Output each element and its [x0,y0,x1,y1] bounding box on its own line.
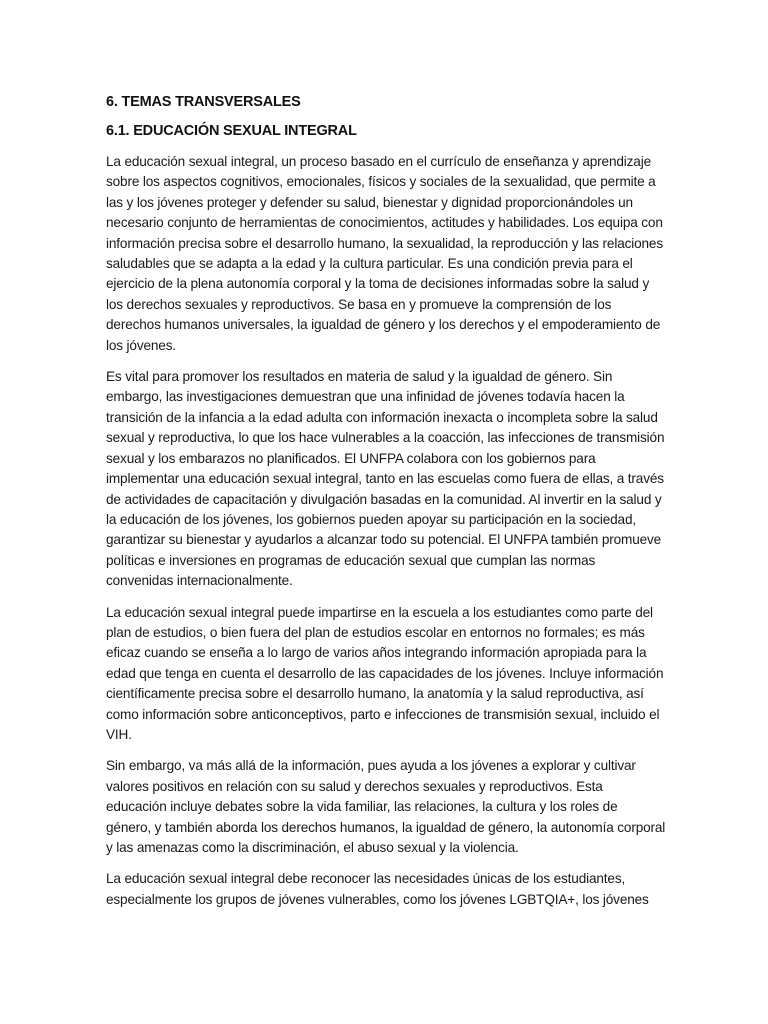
paragraph-3: La educación sexual integral puede impartirse en la escuela a los estudiantes como parte del plan de estudios, o bien fuera del plan de estudios escolar en entornos no formales; es más eficaz cuando se enseña a lo largo de varios años integrando información apropiada para la edad que tenga en cuenta el desarrollo de las capacidades de los jóvenes. Incluye información científicamente precisa sobre el desarrollo humano, la anatomía y la salud reproductiva, así como información sobre anticonceptivos, parto e infecciones de transmisión sexual, incluido el VIH. [106,604,664,742]
subsection-heading: 6.1. EDUCACIÓN SEXUAL INTEGRAL [106,123,357,139]
document-body [106,92,666,921]
paragraph-4: Sin embargo, va más allá de la información, pues ayuda a los jóvenes a explorar y cultivar valores positivos en relación con su salud y derechos sexuales y reproductivos. Esta educación incluye debates sobre la vida familiar, las relaciones, la cultura y los roles de género, y también aborda los derechos humanos, la igualdad de género, la autonomía corporal y las amenazas como la discriminación, el abuso sexual y la violencia. [106,758,666,855]
section-heading: 6. TEMAS TRANSVERSALES [106,94,301,110]
paragraph-5: La educación sexual integral debe reconocer las necesidades únicas de los estudiantes, especialmente los grupos de jóvenes vulnerables, como los jóvenes LGBTQIA+, los jóvenes [106,871,649,907]
paragraph-2: Es vital para promover los resultados en materia de salud y la igualdad de género. Sin embargo, las investigaciones demuestran que una infinidad de jóvenes todavía hacen la transición de la infancia a la edad adulta con información inexacta o incompleta sobre la salud sexual y reproductiva, lo que los hace vulnerables a la coacción, las infecciones de transmisión sexual y los embarazos no planificados. El UNFPA colabora con los gobiernos para implementar una educación sexual integral, tanto en las escuelas como fuera de ellas, a través de actividades de capacitación y divulgación basadas en la comunidad. Al invertir en la salud y la educación de los jóvenes, los gobiernos pueden apoyar su participación en la sociedad, garantizar su bienestar y ayudarlos a alcanzar todo su potencial. El UNFPA también promueve políticas e inversiones en programas de educación sexual que cumplan las normas convenidas internacionalmente. [106,369,665,589]
paragraph-1: La educación sexual integral, un proceso basado en el currículo de enseñanza y aprendizaje sobre los aspectos cognitivos, emocionales, físicos y sociales de la sexualidad, que permite a las y los jóvenes proteger y defender su salud, bienestar y dignidad proporcionándoles un necesario conjunto de herramientas de conocimientos, actitudes y habilidades. Los equipa con información precisa sobre el desarrollo humano, la sexualidad, la reproducción y las relaciones saludables que se adapta a la edad y la cultura particular. Es una condición previa para el ejercicio de la plena autonomía corporal y la toma de decisiones informadas sobre la salud y los derechos sexuales y reproductivos. Se basa en y promueve la comprensión de los derechos humanos universales, la igualdad de género y los derechos y el empoderamiento de los jóvenes. [106,154,663,353]
